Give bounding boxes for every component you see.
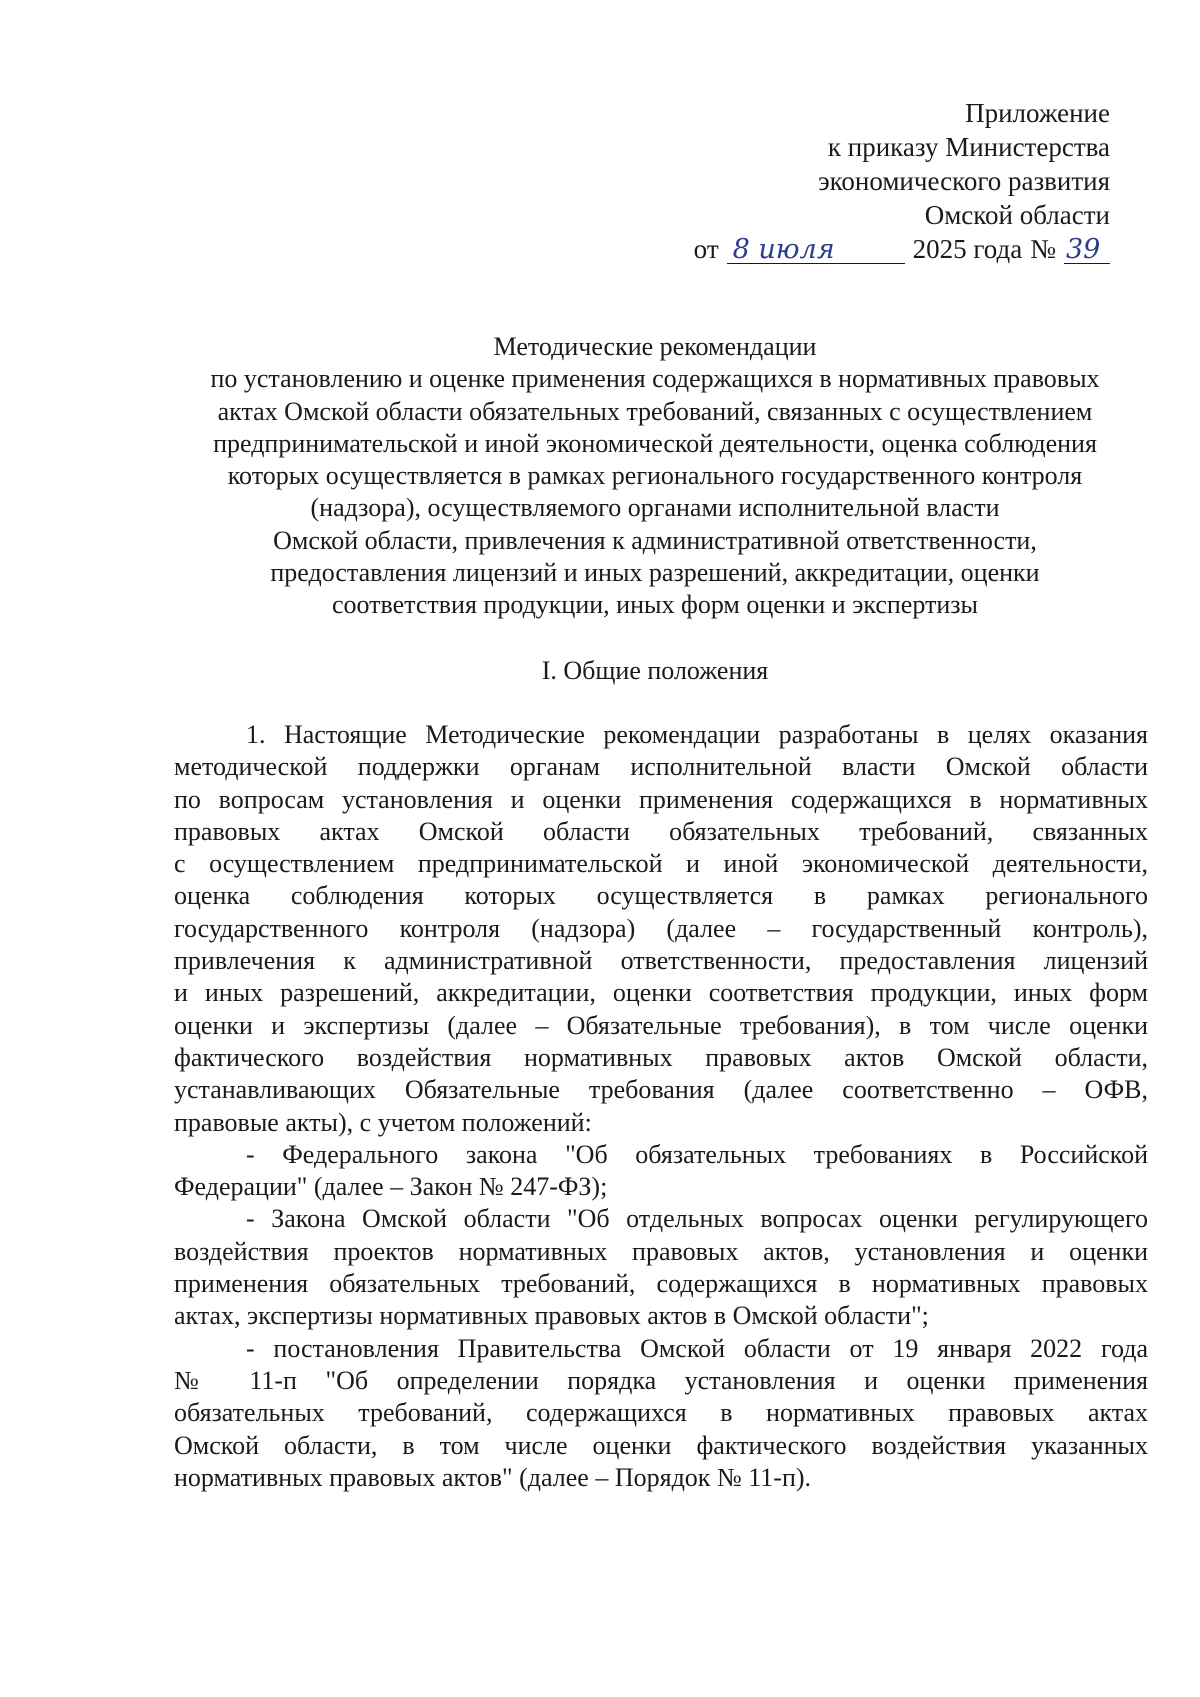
title-line: соответствия продукции, иных форм оценки и экспертизы: [331, 590, 979, 620]
from-label: от: [693, 234, 719, 264]
section-heading: I. Общие положения: [541, 656, 769, 685]
paragraph-line: оценки и экспертизы (далее – Обязательные требования), в том числе оценки: [174, 1010, 1148, 1040]
list-item-line: - Закона Омской области "Об отдельных вопросах оценки регулирующего: [246, 1204, 1148, 1234]
list-item-line: применения обязательных требований, содержащихся в нормативных правовых: [174, 1269, 1148, 1299]
paragraph-line: по вопросам установления и оценки применения содержащихся в нормативных: [174, 784, 1148, 814]
paragraph-line: привлечения к административной ответственности, предоставления лицензий: [174, 946, 1148, 976]
paragraph-line: фактического воздействия нормативных правовых актов Омской области,: [174, 1042, 1148, 1072]
number-label: №: [1030, 234, 1056, 264]
year-text: 2025 года: [912, 234, 1023, 264]
list-item-line: воздействия проектов нормативных правовых актов, установления и оценки: [174, 1236, 1148, 1266]
paragraph-line: устанавливающих Обязательные требования (далее соответственно – ОФВ,: [174, 1075, 1148, 1105]
title-line: предпринимательской и иной экономической деятельности, оценка соблюдения: [213, 428, 1097, 458]
header-date-line: [694, 232, 1110, 266]
header-region: Омской области: [924, 200, 1110, 230]
paragraph-line: 1. Настоящие Методические рекомендации разработаны в целях оказания: [246, 720, 1148, 749]
document-body: [174, 719, 1148, 1494]
paragraph-line: с осуществлением предпринимательской и иной экономической деятельности,: [174, 849, 1148, 879]
handwritten-number: 39: [1064, 237, 1110, 264]
handwritten-date: 8 июля: [727, 237, 905, 264]
title-line: предоставления лицензий и иных разрешений, аккредитации, оценки: [270, 558, 1040, 588]
document-title: [165, 331, 1145, 622]
paragraph-line: государственного контроля (надзора) (далее – государственный контроль),: [174, 913, 1148, 943]
list-item-line: обязательных требований, содержащихся в нормативных правовых актах: [174, 1398, 1148, 1428]
title-line: по установлению и оценке применения содержащихся в нормативных правовых: [210, 364, 1100, 394]
title-line: Методические рекомендации: [493, 332, 817, 361]
paragraph-line: правовые акты), с учетом положений:: [174, 1107, 592, 1137]
list-item-line: Омской области, в том числе оценки фактического воздействия указанных: [174, 1430, 1148, 1460]
list-item-line: - Федерального закона "Об обязательных требованиях в Российской: [246, 1139, 1148, 1169]
paragraph-line: правовых актах Омской области обязательных требований, связанных: [174, 816, 1148, 846]
list-item-line: Федерации" (далее – Закон № 247-ФЗ);: [174, 1172, 608, 1202]
header-ministry: экономического развития: [818, 166, 1110, 196]
title-line: которых осуществляется в рамках регионального государственного контроля: [227, 461, 1083, 491]
paragraph-line: методической поддержки органам исполнительной власти Омской области: [174, 752, 1148, 782]
list-item-line: нормативных правовых актов" (далее – Порядок № 11-п).: [174, 1462, 812, 1492]
title-line: Омской области, привлечения к административной ответственности,: [273, 525, 1037, 555]
title-line: актах Омской области обязательных требований, связанных с осуществлением: [217, 396, 1093, 426]
approval-header: [694, 96, 1110, 266]
list-item-line: № 11-п "Об определении порядка установления и оценки применения: [174, 1365, 1148, 1395]
paragraph-line: и иных разрешений, аккредитации, оценки соответствия продукции, иных форм: [174, 978, 1148, 1008]
list-item-line: актах, экспертизы нормативных правовых актов в Омской области";: [174, 1301, 929, 1331]
paragraph-line: оценка соблюдения которых осуществляется в рамках регионального: [174, 881, 1148, 911]
header-appendix: Приложение: [965, 98, 1110, 128]
header-order-ref: к приказу Министерства: [827, 132, 1110, 162]
title-line: (надзора), осуществляемого органами исполнительной власти: [310, 493, 1000, 523]
list-item-line: - постановления Правительства Омской области от 19 января 2022 года: [246, 1333, 1148, 1363]
